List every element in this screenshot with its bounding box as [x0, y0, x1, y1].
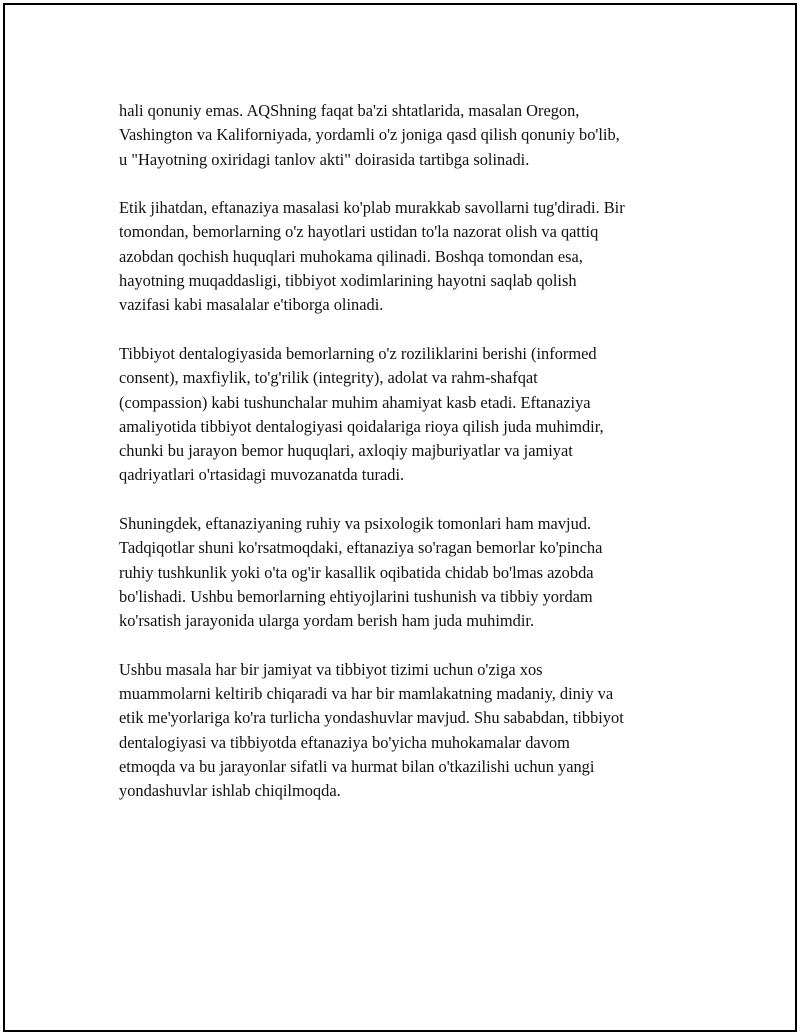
text-line: vazifasi kabi masalalar e'tiborga olinadi. [119, 295, 384, 315]
paragraph-3 [119, 342, 709, 488]
text-line: ko'rsatish jarayonida ularga yordam berish ham juda muhimdir. [119, 611, 535, 631]
text-line: Etik jihatdan, eftanaziya masalasi ko'plab murakkab savollarni tug'diradi. Bir [119, 198, 625, 218]
text-line: consent), maxfiylik, to'g'rilik (integrity), adolat va rahm-shafqat [119, 368, 538, 388]
text-line: yondashuvlar ishlab chiqilmoqda. [119, 781, 341, 801]
text-line: Vashington va Kaliforniyada, yordamli o'z joniga qasd qilish qonuniy bo'lib, [119, 125, 620, 145]
text-line: etmoqda va bu jarayonlar sifatli va hurmat bilan o'tkazilishi uchun yangi [119, 757, 595, 777]
text-line: bo'lishadi. Ushbu bemorlarning ehtiyojlarini tushunish va tibbiy yordam [119, 586, 593, 606]
document-page [3, 3, 797, 1032]
text-line: muammolarni keltirib chiqaradi va har bir mamlakatning madaniy, diniy va [119, 684, 614, 704]
text-line: Tibbiyot dentalogiyasida bemorlarning o'z roziliklarini berishi (informed [119, 343, 597, 363]
text-line: Ushbu masala har bir jamiyat va tibbiyot tizimi uchun o'ziga xos [119, 659, 543, 679]
text-line: tomondan, bemorlarning o'z hayotlari ustidan to'la nazorat olish va qattiq [119, 222, 599, 242]
text-line: ruhiy tushkunlik yoki o'ta og'ir kasallik oqibatida chidab bo'lmas azobda [119, 562, 594, 582]
text-line: Shuningdek, eftanaziyaning ruhiy va psixologik tomonlari ham mavjud. [119, 514, 592, 534]
paragraph-5 [119, 658, 709, 804]
text-line: dentalogiyasi va tibbiyotda eftanaziya bo'yicha muhokamalar davom [119, 732, 570, 752]
text-line: hayotning muqaddasligi, tibbiyot xodimlarining hayotni saqlab qolish [119, 271, 577, 291]
paragraph-1 [119, 99, 709, 172]
text-line: (compassion) kabi tushunchalar muhim ahamiyat kasb etadi. Eftanaziya [119, 392, 591, 412]
text-line: Tadqiqotlar shuni ko'rsatmoqdaki, eftanaziya so'ragan bemorlar ko'pincha [119, 538, 603, 558]
text-line: u "Hayotning oxiridagi tanlov akti" doirasida tartibga solinadi. [119, 149, 530, 169]
text-line: qadriyatlari o'rtasidagi muvozanatda turadi. [119, 465, 405, 485]
text-line: etik me'yorlariga ko'ra turlicha yondashuvlar mavjud. Shu sababdan, tibbiyot [119, 708, 624, 728]
document-body [119, 99, 709, 828]
text-line: amaliyotida tibbiyot dentalogiyasi qoidalariga rioya qilish juda muhimdir, [119, 416, 604, 436]
text-line: chunki bu jarayon bemor huquqlari, axloqiy majburiyatlar va jamiyat [119, 441, 573, 461]
paragraph-4 [119, 512, 709, 633]
text-line: hali qonuniy emas. AQShning faqat ba'zi shtatlarida, masalan Oregon, [119, 101, 580, 120]
text-line: azobdan qochish huquqlari muhokama qilinadi. Boshqa tomondan esa, [119, 246, 583, 266]
paragraph-2 [119, 196, 709, 317]
